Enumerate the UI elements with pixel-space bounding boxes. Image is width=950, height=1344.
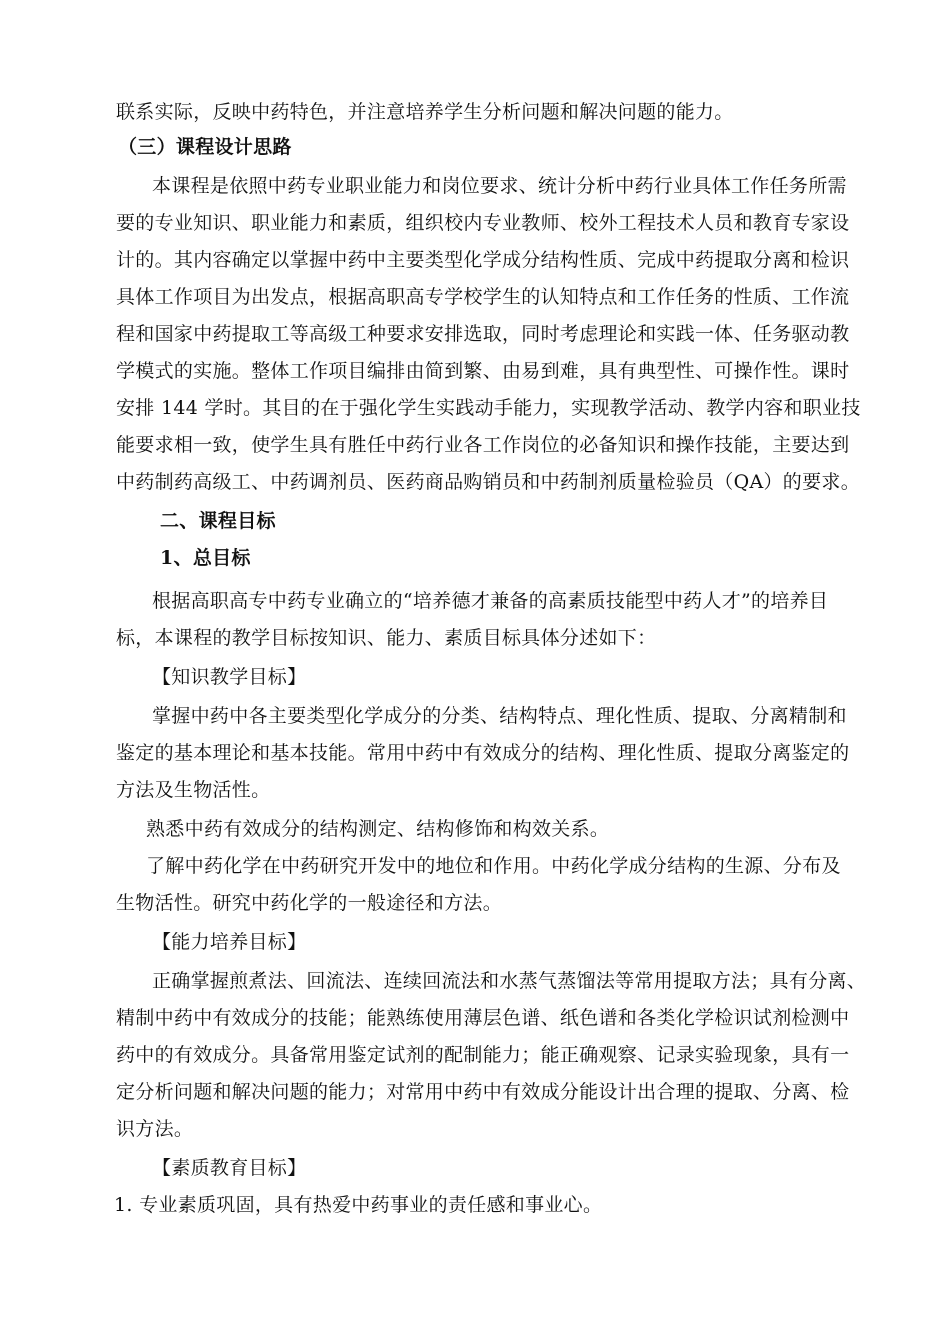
paragraph-line: 掌握中药中各主要类型化学成分的分类、结构特点、理化性质、提取、分离精制和	[152, 705, 847, 727]
paragraph-line: 能要求相一致，使学生具有胜任中药行业各工作岗位的必备知识和操作技能，主要达到	[116, 434, 850, 456]
paragraph-line: 根据高职高专中药专业确立的“培养德才兼备的高素质技能型中药人才”的培养目	[152, 590, 829, 612]
paragraph-line: 生物活性。研究中药化学的一般途径和方法。	[116, 892, 503, 914]
paragraph-line: 了解中药化学在中药研究开发中的地位和作用。中药化学成分结构的生源、分布及	[146, 855, 841, 877]
paragraph-line: 识方法。	[116, 1118, 194, 1140]
label-knowledge-goals: 【知识教学目标】	[152, 666, 307, 688]
paragraph-line: 具体工作项目为出发点，根据高职高专学校学生的认知特点和工作任务的性质、工作流	[116, 286, 850, 308]
label-quality-goals: 【素质教育目标】	[152, 1157, 307, 1179]
paragraph-line: 计的。其内容确定以掌握中药中主要类型化学成分结构性质、完成中药提取分离和检识	[116, 249, 850, 271]
paragraph-line: 要的专业知识、职业能力和素质，组织校内专业教师、校外工程技术人员和教育专家设	[116, 212, 850, 234]
label-ability-goals: 【能力培养目标】	[152, 931, 307, 953]
paragraph-line: 程和国家中药提取工等高级工种要求安排选取，同时考虑理论和实践一体、任务驱动教	[116, 323, 850, 345]
paragraph-line: 方法及生物活性。	[116, 779, 271, 801]
paragraph-line: 正确掌握煎煮法、回流法、连续回流法和水蒸气蒸馏法等常用提取方法；具有分离、	[152, 970, 867, 992]
paragraph-line: 鉴定的基本理论和基本技能。常用中药中有效成分的结构、理化性质、提取分离鉴定的	[116, 742, 850, 764]
paragraph-line: 熟悉中药有效成分的结构测定、结构修饰和构效关系。	[146, 818, 610, 840]
paragraph-line: 本课程是依照中药专业职业能力和岗位要求、统计分析中药行业具体工作任务所需	[152, 175, 847, 197]
section-heading-course-goals: 二、课程目标	[160, 510, 276, 532]
paragraph-line: 精制中药中有效成分的技能；能熟练使用薄层色谱、纸色谱和各类化学检识试剂检测中	[116, 1007, 850, 1029]
paragraph-line: 安排 144 学时。其目的在于强化学生实践动手能力，实现教学活动、教学内容和职业技	[116, 397, 861, 419]
list-item: 1. 专业素质巩固，具有热爱中药事业的责任感和事业心。	[114, 1194, 603, 1216]
paragraph-line: 定分析问题和解决问题的能力；对常用中药中有效成分能设计出合理的提取、分离、检	[116, 1081, 850, 1103]
paragraph-line: 标，本课程的教学目标按知识、能力、素质目标具体分述如下：	[116, 627, 657, 649]
paragraph-line: 中药制药高级工、中药调剂员、医药商品购销员和中药制剂质量检验员（QA）的要求。	[116, 471, 860, 493]
paragraph-line: 联系实际，反映中药特色，并注意培养学生分析问题和解决问题的能力。	[116, 101, 734, 123]
section-heading-course-design: （三）课程设计思路	[118, 136, 292, 158]
paragraph-line: 学模式的实施。整体工作项目编排由简到繁、由易到难，具有典型性、可操作性。课时	[116, 360, 850, 382]
paragraph-line: 药中的有效成分。具备常用鉴定试剂的配制能力；能正确观察、记录实验现象，具有一	[116, 1044, 850, 1066]
subheading-overall-goal: 1、总目标	[160, 547, 251, 569]
